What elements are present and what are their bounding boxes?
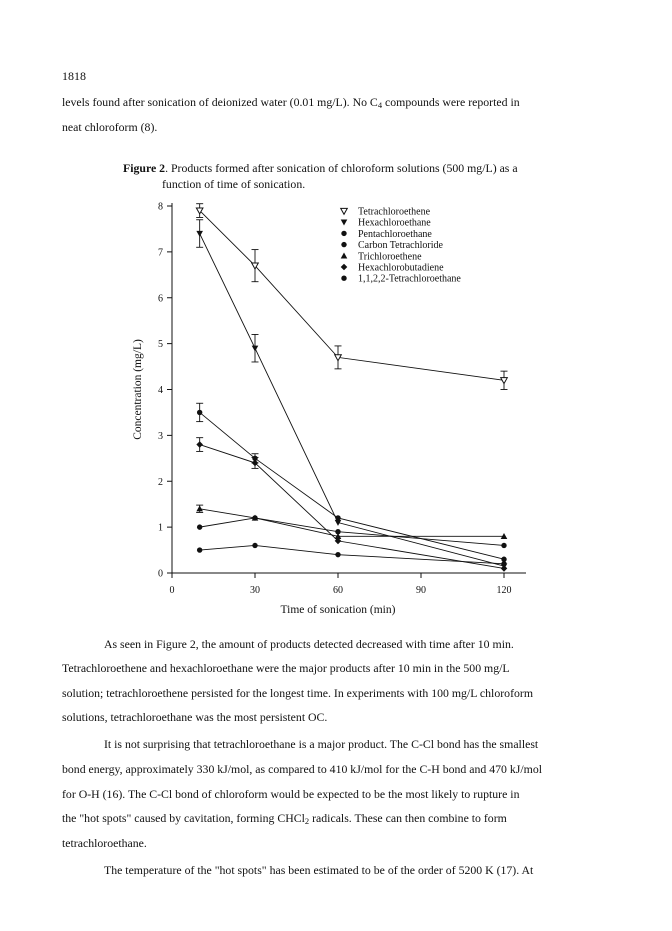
- data-point: [196, 441, 203, 448]
- y-tick-label: 7: [158, 247, 163, 259]
- data-point: [252, 346, 259, 352]
- body-line: solutions, tetrachloroethane was the most persistent OC.: [62, 710, 328, 724]
- data-point: [501, 378, 508, 384]
- body-line: As seen in Figure 2, the amount of products detected decreased with time after 10 min.: [104, 637, 514, 651]
- y-tick-label: 5: [158, 339, 163, 351]
- figure-caption: Figure 2. Products formed after sonication of chloroform solutions (500 mg/L) as a function of time of sonication.: [123, 161, 518, 191]
- page-number: 1818: [62, 69, 86, 83]
- body-line: bond energy, approximately 330 kJ/mol, as compared to 410 kJ/mol for the C-H bond and 470 kJ/mol: [62, 762, 542, 776]
- legend-label: Hexachlorobutadiene: [358, 262, 444, 274]
- body-line: tetrachloroethane.: [62, 836, 147, 850]
- body-line: solution; tetrachloroethene persisted for the longest time. In experiments with 100 mg/L chloroform: [62, 686, 533, 700]
- data-point: [252, 543, 257, 548]
- body-line: The temperature of the "hot spots" has been estimated to be of the order of 5200 K (17). At: [104, 863, 534, 877]
- y-tick-label: 8: [158, 201, 163, 213]
- legend-marker: [341, 253, 348, 259]
- legend-label: Tetrachloroethene: [358, 206, 431, 218]
- data-point: [197, 524, 202, 529]
- y-tick-label: 3: [158, 430, 163, 442]
- x-tick-label: 120: [496, 585, 512, 596]
- data-point: [335, 552, 340, 557]
- legend-label: 1,1,2,2-Tetrachloroethane: [358, 273, 461, 285]
- data-point: [335, 515, 340, 520]
- body-line: for O-H (16). The C-Cl bond of chloroform would be expected to be the most likely to rupture in: [62, 787, 520, 801]
- legend-marker: [341, 231, 346, 236]
- data-point: [197, 547, 202, 552]
- y-tick-label: 1: [158, 522, 163, 534]
- x-tick-label: 60: [333, 585, 343, 596]
- data-point: [501, 543, 506, 548]
- legend-label: Trichloroethene: [358, 251, 422, 263]
- y-axis-label: Concentration (mg/L): [132, 339, 144, 440]
- x-tick-label: 0: [169, 585, 175, 596]
- data-point: [501, 561, 506, 566]
- intro-line-1: levels found after sonication of deionized water (0.01 mg/L). No $C_4$ compounds were reported in: [62, 95, 520, 110]
- data-point: [197, 410, 202, 415]
- data-point: [196, 231, 203, 237]
- x-tick-label: 90: [416, 585, 426, 596]
- series-line: [200, 412, 504, 559]
- data-point: [196, 505, 203, 511]
- series-line: [200, 518, 504, 546]
- legend-marker: [341, 276, 346, 281]
- legend-marker: [341, 208, 348, 214]
- y-tick-label: 4: [158, 385, 163, 396]
- legend-label: Pentachloroethane: [358, 228, 432, 240]
- y-tick-label: 0: [158, 568, 163, 580]
- x-axis-label: Time of sonication (min): [280, 604, 396, 616]
- body-line: Tetrachloroethene and hexachloroethane were the major products after 10 min in the 500 mg/L: [62, 661, 510, 675]
- legend-label: Hexachloroethane: [358, 217, 431, 229]
- intro-line-2: neat chloroform (8).: [62, 120, 158, 134]
- series-line: [200, 509, 504, 537]
- series-line: [200, 445, 504, 569]
- body-line: the "hot spots" caused by cavitation, forming CHCl$_2$ radicals. These can then combine to form: [62, 811, 507, 826]
- x-tick-label: 30: [250, 585, 260, 596]
- legend-marker: [341, 220, 348, 226]
- legend-marker: [341, 264, 348, 271]
- y-tick-label: 6: [158, 293, 163, 305]
- legend-marker: [341, 242, 346, 247]
- y-tick-label: 2: [158, 476, 163, 488]
- series-line: [200, 211, 504, 381]
- figure-label: Figure 2: [123, 161, 166, 175]
- legend-label: Carbon Tetrachloride: [358, 240, 443, 252]
- body-line: It is not surprising that tetrachloroethane is a major product. The C-Cl bond has the smallest: [104, 737, 539, 751]
